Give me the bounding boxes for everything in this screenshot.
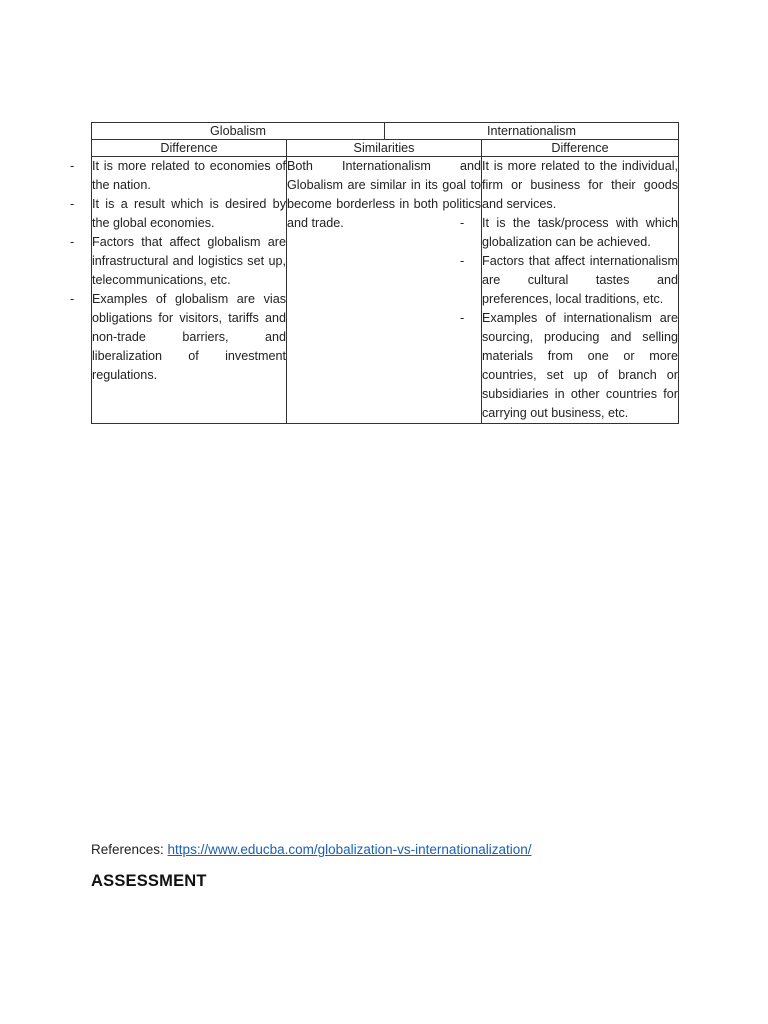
globalism-difference-cell [92, 157, 287, 424]
list-item: - It is more related to the individual, firm or business for their goods and services. [482, 157, 678, 214]
header-row [92, 123, 679, 140]
header-globalism: Globalism [92, 123, 385, 140]
globalism-difference-list [92, 157, 286, 385]
list-item: - Examples of globalism are vias obligations for visitors, tariffs and non-trade barriers, and liberalization of investment regulations. [92, 290, 286, 385]
subheader-row [92, 140, 679, 157]
list-item: - It is the task/process with which globalization can be achieved. [482, 214, 678, 252]
list-item: - It is more related to economies of the nation. [92, 157, 286, 195]
references-label: References: [91, 842, 168, 857]
internationalism-difference-cell [482, 157, 679, 424]
list-item: - It is a result which is desired by the global economies. [92, 195, 286, 233]
comparison-table [91, 122, 679, 424]
list-item: - Factors that affect globalism are infrastructural and logistics set up, telecommunications, etc. [92, 233, 286, 290]
similarities-cell [287, 157, 482, 424]
assessment-heading: ASSESSMENT [91, 872, 207, 890]
references-line [91, 842, 532, 857]
similarities-list [287, 157, 481, 233]
header-internationalism: Internationalism [385, 123, 679, 140]
list-item: - Factors that affect internationalism are cultural tastes and preferences, local traditions, etc. [482, 252, 678, 309]
content-row [92, 157, 679, 424]
subheader-similarities: Similarities [287, 140, 482, 157]
subheader-difference-right: Difference [482, 140, 679, 157]
references-link[interactable]: https://www.educba.com/globalization-vs-internationalization/ [167, 842, 532, 857]
list-item: - Both Internationalism and Globalism are similar in its goal to become borderless in both politics and trade. [287, 157, 481, 233]
internationalism-difference-list [482, 157, 678, 423]
list-item: - Examples of internationalism are sourcing, producing and selling materials from one or more countries, set up of branch or subsidiaries in other countries for carrying out business, etc. [482, 309, 678, 423]
subheader-difference-left: Difference [92, 140, 287, 157]
